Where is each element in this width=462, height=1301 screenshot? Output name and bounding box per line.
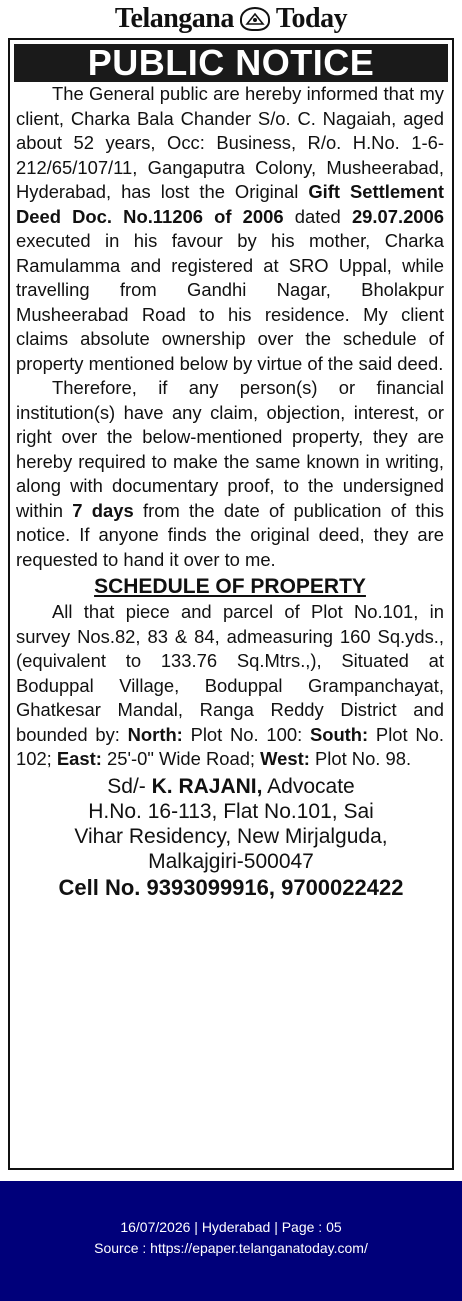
address-line-3: Malkajgiri-500047: [148, 849, 314, 873]
signature-line: Sd/- K. RAJANI, Advocate: [107, 774, 355, 798]
notice-body: [10, 82, 452, 772]
signature-block: [10, 774, 452, 874]
cell-numbers: Cell No. 9393099916, 9700022422: [58, 874, 404, 900]
newspaper-masthead: [0, 0, 462, 38]
paragraph-schedule: All that piece and parcel of Plot No.101, in survey Nos.82, 83 & 84, admeasuring 160 Sq.yds., (equivalent to 133.76 Sq.Mtrs.,), Situated at Boduppal Village, Boduppal Grampanchayat, Ghatkesar Mandal, Ranga Reddy District and bounded by: North: Plot No. 100: South: Plot No. 102; East: 25'-0" Wide Road; West: Plot No. 98.: [16, 601, 444, 769]
notice-title: PUBLIC NOTICE: [14, 44, 448, 82]
address-line-1: H.No. 16-113, Flat No.101, Sai: [88, 799, 374, 823]
epaper-footer: [0, 1181, 462, 1301]
address-line-2: Vihar Residency, New Mirjalguda,: [74, 824, 388, 848]
footer-date-line: 16/07/2026 | Hyderabad | Page : 05: [120, 1219, 342, 1235]
paragraph-loss: The General public are hereby informed that my client, Charka Bala Chander S/o. C. Nagaiah, aged about 52 years, Occ: Business, R/o. H.No. 1-6-212/65/107/11, Gangaputra Colony, Musheerabad, Hyderabad, has lost the Original Gift Settlement Deed Doc. No.11206 of 2006 dated 29.07.2006 executed in his favour by his mother, Charka Ramulamma and registered at SRO Uppal, while travelling from Gandhi Nagar, Bholakpur Musheerabad Road to his residence. My client claims absolute ownership over the schedule of property mentioned below by virtue of the said deed.: [16, 83, 444, 374]
footer-source-line: Source : https://epaper.telanganatoday.com/: [94, 1240, 368, 1256]
masthead-right: Today: [275, 3, 348, 34]
masthead-left: Telangana: [114, 3, 234, 34]
public-notice: [8, 38, 454, 1170]
paragraph-claims: Therefore, if any person(s) or financial institution(s) have any claim, objection, interest, or right over the below-mentioned property, they are hereby required to make the same known in writing, along with documentary proof, to the undersigned within 7 days from the date of publication of this notice. If anyone finds the original deed, they are requested to hand it over to me.: [16, 377, 444, 570]
schedule-heading: SCHEDULE OF PROPERTY: [94, 575, 366, 598]
emblem-icon: [240, 7, 270, 31]
